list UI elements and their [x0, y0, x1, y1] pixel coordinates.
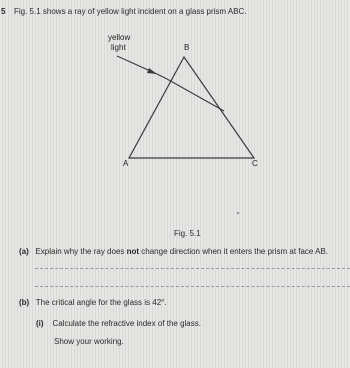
question-number: 5	[1, 7, 6, 16]
vertex-label-a: A	[123, 159, 129, 168]
vertex-label-c: C	[252, 159, 258, 168]
ray-segment	[157, 74, 167, 79]
part-a-emphasis: not	[126, 247, 140, 256]
part-b-text: The critical angle for the glass is 42°.	[35, 298, 167, 307]
ray-label-yellow: yellow	[108, 33, 131, 42]
question-intro: Fig. 5.1 shows a ray of yellow light incident on a glass prism ABC.	[14, 7, 247, 16]
answer-line[interactable]	[35, 268, 350, 269]
part-b-label: (b)	[19, 298, 30, 307]
answer-line[interactable]	[35, 286, 350, 287]
part-a-label: (a)	[19, 247, 29, 256]
paper-speck	[237, 212, 239, 214]
refracted-ray-inside-prism	[167, 79, 224, 111]
figure-caption: Fig. 5.1	[174, 229, 201, 238]
sub-i-label: (i)	[36, 319, 44, 328]
sub-question-i	[36, 319, 201, 328]
part-a-question	[19, 247, 328, 256]
ray-label-light: light	[111, 43, 126, 52]
ray-arrowhead-icon	[147, 68, 157, 74]
part-b-question	[19, 298, 167, 307]
working-prompt: Show your working.	[54, 337, 124, 346]
vertex-label-b: B	[184, 43, 190, 52]
part-a-text-after: change direction when it enters the prism at face AB.	[139, 247, 329, 256]
part-a-text-before: Explain why the ray does	[35, 247, 127, 256]
sub-i-text: Calculate the refractive index of the glass.	[52, 319, 201, 328]
